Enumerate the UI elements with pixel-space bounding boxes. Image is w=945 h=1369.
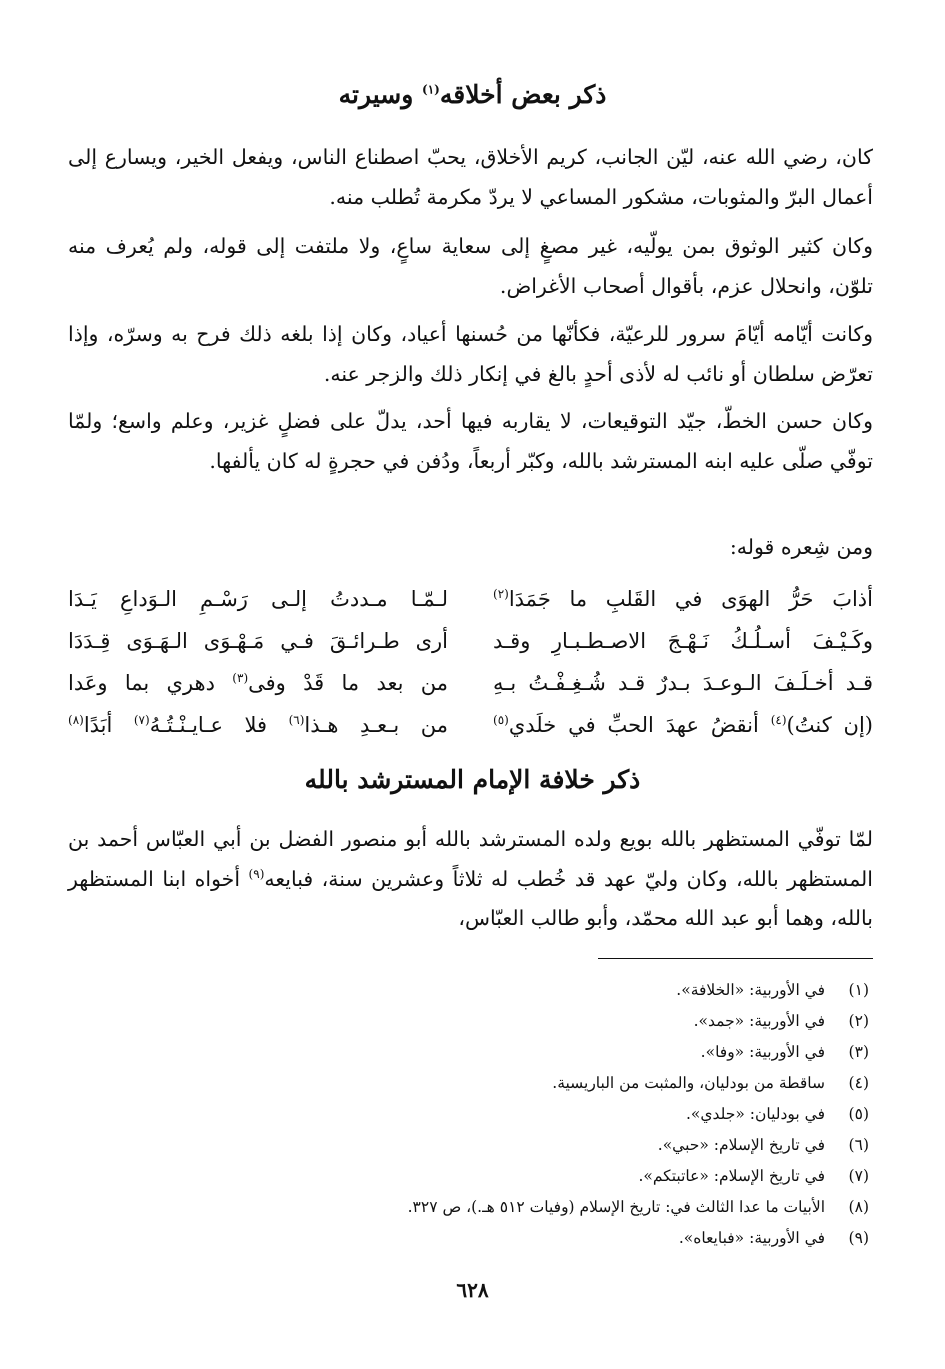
verse-first-hemistich [493, 587, 873, 611]
paragraph-1: كان، رضي الله عنه، ليّن الجانب، كريم الأخلاق، يحبّ اصطناع الناس، ويفعل الخير، ويسارع إلى أعمال البرّ والمثوبات، مشكور المساعي لا يردّ مكرمة تُطلب منه. [68, 145, 873, 209]
heading-text: ذكر بعض أخلاقه [439, 80, 607, 109]
footnote-ref[interactable]: (٣) [232, 671, 249, 685]
footnote-ref[interactable]: (٥) [493, 713, 509, 727]
footnote-text: ساقطة من بودليان، والمثبت من الباريسية. [552, 1074, 825, 1092]
footnote-ref[interactable]: (١) [422, 82, 440, 97]
footnote-item [68, 1130, 869, 1161]
hemistich-text: من بـعـدِ هـذا [304, 713, 448, 737]
verse-second-hemistich [68, 713, 448, 737]
footnote-number: (٥) [848, 1105, 869, 1123]
poem-verse [68, 578, 873, 620]
hemistich-text-mid: فلا عـايـنْـتُـهُ [149, 713, 289, 737]
footnote-number: (٩) [848, 1229, 869, 1247]
verse-first-hemistich: قـد أخـلَـفَ الـوعـدَ بـدرٌ قـد شُـغِـفْـتُ بـهِ [493, 671, 873, 695]
footnote-number: (٦) [848, 1136, 869, 1154]
footnote-number: (٣) [848, 1043, 869, 1061]
paragraph-caliphate [68, 820, 873, 939]
hemistich-text: (إن كنتُ) [786, 713, 873, 737]
hemistich-text: أذابَ حَرُّ الهوَى في القَلبِ ما جَمَدَا [508, 587, 873, 611]
paragraph-3: وكانت أيّامه أيّامَ سرور للرعيّة، فكأنّها من حُسنها أعياد، وكان إذا بلغه ذلك فرح به وسرّه، وإذا تعرّض سلطان أو نائب له لأذى أحدٍ بالغ في إنكار ذلك والزجر عنه. [68, 322, 873, 386]
footnote-item [68, 1192, 869, 1223]
verse-second-hemistich: لـمّـا مـددتُ إلـى رَسْـمِ الـوَداعِ يَـدَا [68, 587, 448, 611]
footnote-number: (٨) [848, 1198, 869, 1216]
verse-second-hemistich: أرى طـرائـقَ فـي مَـهْـوَى الـهَـوَى قِـدَدَا [68, 629, 448, 653]
footnote-text: في الأوربية: «وفا». [700, 1043, 825, 1061]
paragraph-text-end: أخواه ابنا المستظهر بالله، وهما أبو عبد الله محمّد، وأبو طالب العبّاس، [68, 866, 873, 930]
footnote-ref[interactable]: (٤) [770, 713, 787, 727]
hemistich-text: من بعد ما قَدْ وفى [248, 671, 448, 695]
footnote-item [68, 1223, 869, 1254]
footnote-text: في تاريخ الإسلام: «عاتبتكم». [638, 1167, 825, 1185]
footnote-text: في تاريخ الإسلام: «حبي». [657, 1136, 825, 1154]
footnote-item [68, 975, 869, 1006]
poem-verse [68, 704, 873, 746]
section-heading-character [60, 80, 885, 110]
poem [68, 578, 873, 746]
verse-second-hemistich [68, 671, 448, 695]
paragraph-4: وكان حسن الخطّ، جيّد التوقيعات، لا يقاربه فيها أحد، يدلّ على فضلٍ غزير، وعلم واسع؛ ولمّا توفّي صلّى عليه ابنه المسترشد بالله، وكبّر أربعاً، ودُفن في حجرةٍ له كان يألفها. [68, 409, 873, 473]
footnote-text: في الأوربية: «فبايعاه». [678, 1229, 825, 1247]
footnote-text: في بودليان: «جلدي». [685, 1105, 825, 1123]
verse-first-hemistich [493, 713, 873, 737]
footnote-text: الأبيات ما عدا الثالث في: تاريخ الإسلام (وفيات ٥١٢ هـ.)، ص ٣٢٧. [407, 1198, 825, 1216]
footnote-ref[interactable]: (٧) [133, 713, 150, 727]
footnote-separator [598, 958, 873, 959]
footnote-number: (٤) [848, 1074, 869, 1092]
footnote-number: (١) [848, 981, 869, 999]
poem-intro: ومن شِعره قوله: [729, 535, 873, 559]
footnote-item [68, 1161, 869, 1192]
hemistich-text-end: دهري بما وعَدا [68, 671, 233, 695]
footnote-number: (٢) [848, 1012, 869, 1030]
section-heading-caliphate: ذكر خلافة الإمام المسترشد بالله [304, 765, 641, 794]
footnote-ref[interactable]: (٨) [68, 713, 84, 727]
footnote-text: في الأوربية: «جمد». [693, 1012, 825, 1030]
heading-text-end: وسيرته [338, 80, 423, 109]
footnote-text: في الأوربية: «الخلافة». [676, 981, 825, 999]
footnote-item [68, 1037, 869, 1068]
footnote-ref[interactable]: (٩) [248, 866, 265, 881]
footnote-item [68, 1006, 869, 1037]
footnote-ref[interactable]: (٦) [288, 713, 305, 727]
verse-first-hemistich: وكَـيْـفَ أسـلُـكُ نَـهْـجَ الاصـطـبـارِ وقـد [493, 629, 873, 653]
paragraph-text: لمّا توفّي المستظهر بالله بويع ولده المسترشد بالله أبو منصور الفضل بن أبي العبّاس أحمد بن المستظهر بالله، وكان وليّ عهد قد خُطب له ثلاثاً وعشرين سنة، فبايعه [68, 827, 873, 891]
footnote-item [68, 1068, 869, 1099]
poem-verse [68, 620, 873, 662]
paragraph-2: وكان كثير الوثوق بمن يولّيه، غير مصغٍ إلى سعاية ساعٍ، ولا ملتفت إلى قوله، ولم يُعرف منه تلوّن، وانحلال عزم، بأقوال أصحاب الأغراض. [68, 234, 873, 298]
footnotes [68, 975, 869, 1254]
page-number: ٦٢٨ [456, 1278, 489, 1302]
hemistich-text-end: أنقضُ عهدَ الحبِّ في خلَدي [508, 713, 771, 737]
poem-verse [68, 662, 873, 704]
hemistich-text-end: أبَدًا [83, 713, 134, 737]
footnote-ref[interactable]: (٢) [493, 587, 509, 601]
footnote-number: (٧) [848, 1167, 869, 1185]
footnote-item [68, 1099, 869, 1130]
